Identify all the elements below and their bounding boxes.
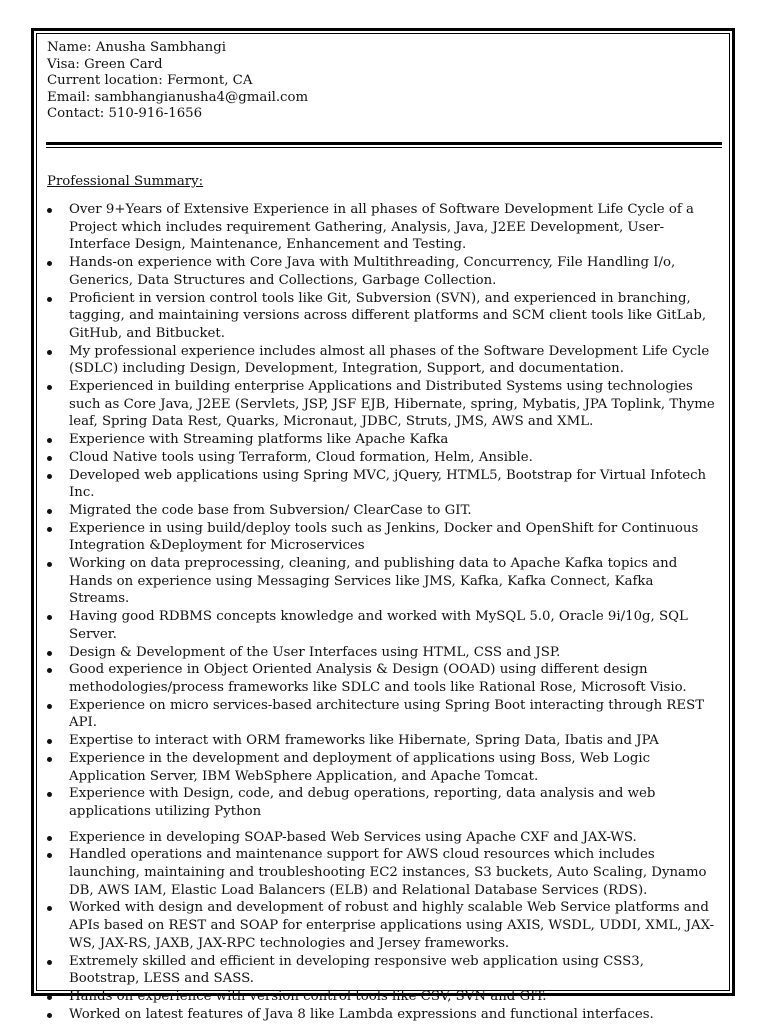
contact-visa: Visa: Green Card [47, 56, 163, 72]
summary-item [47, 661, 717, 696]
summary-item-text: Developed web applications using Spring MVC, jQuery, HTML5, Bootstrap for Virtual Infotech Inc. [69, 467, 707, 501]
bullet-icon [47, 757, 52, 762]
contact-location: Current location: Fermont, CA [47, 73, 253, 88]
summary-item-text: Experience on micro services-based architecture using Spring Boot interacting through REST API. [69, 697, 705, 731]
summary-item [47, 343, 717, 378]
section-heading-professional-summary: Professional Summary: [47, 174, 204, 189]
contact-name: Name: Anusha Sambhangi [47, 40, 226, 55]
header-divider-thin [46, 147, 722, 148]
summary-item [47, 555, 717, 608]
bullet-icon [47, 208, 52, 213]
bullet-icon [47, 906, 52, 911]
summary-item-text: My professional experience includes almost all phases of the Software Development Life Cycle (SDLC) including Design, Development, Integration, Support, and documentation. [69, 343, 710, 377]
bullet-icon [47, 792, 52, 797]
bullet-icon [47, 509, 52, 514]
bullet-icon [47, 960, 52, 965]
bullet-icon [47, 438, 52, 443]
summary-item-text: Experience in using build/deploy tools such as Jenkins, Docker and OpenShift for Continuous Integration &Deployment for Microservices [69, 520, 699, 554]
summary-item-text: Working on data preprocessing, cleaning, and publishing data to Apache Kafka topics and Hands on experience using Messaging Services like JMS, Kafka, Kafka Connect, Kafka Streams. [69, 556, 678, 607]
contact-email: Email: sambhangianusha4@gmail.com [47, 89, 309, 105]
summary-item [47, 431, 717, 449]
contact-phone: Contact: 510-916-1656 [47, 106, 203, 121]
summary-item-text: Migrated the code base from Subversion/ ClearCase to GIT. [69, 502, 472, 518]
summary-item [47, 899, 717, 952]
bullet-icon [47, 704, 52, 709]
bullet-icon [47, 297, 52, 302]
bullet-icon [47, 853, 52, 858]
bullet-icon [47, 350, 52, 355]
bullet-icon [47, 739, 52, 744]
summary-item [47, 520, 717, 555]
bullet-icon [47, 527, 52, 532]
summary-item [47, 846, 717, 899]
summary-item [47, 953, 717, 988]
summary-item-text: Experience with Design, code, and debug operations, reporting, data analysis and web applications utilizing Python [69, 786, 656, 819]
bullet-icon [47, 1013, 52, 1018]
summary-item-text: Hands on experience with version control tools like CSV, SVN and GIT. [69, 988, 547, 1004]
summary-item-text: Experienced in building enterprise Applications and Distributed Systems using technologies such as Core Java, J2EE (Servlets, JSP, JSF EJB, Hibernate, spring, Mybatis, JPA Toplink, Thyme leaf, Spring Data Rest, Quarks, Micronaut, JDBC, Struts, JMS, AWS and XML. [69, 379, 715, 430]
summary-item [47, 988, 717, 1006]
bullet-icon [47, 668, 52, 673]
summary-item [47, 254, 717, 289]
summary-item [47, 378, 717, 431]
summary-item [47, 201, 717, 254]
bullet-icon [47, 261, 52, 266]
summary-item [47, 750, 717, 785]
summary-item-text: Expertise to interact with ORM frameworks like Hibernate, Spring Data, Ibatis and JPA [69, 733, 659, 749]
summary-item [47, 467, 717, 502]
summary-item-text: Having good RDBMS concepts knowledge and worked with MySQL 5.0, Oracle 9i/10g, SQL Server. [69, 609, 688, 642]
bullet-icon [47, 562, 52, 567]
summary-item [47, 290, 717, 343]
summary-item-text: Extremely skilled and efficient in developing responsive web application using CSS3, Bootstrap, LESS and SASS. [69, 953, 644, 987]
summary-item [47, 697, 717, 732]
summary-item [47, 829, 717, 847]
bullet-icon [47, 836, 52, 841]
summary-item [47, 785, 717, 820]
summary-list [47, 201, 717, 1023]
bullet-icon [47, 456, 52, 461]
summary-item [47, 449, 717, 467]
bullet-icon [47, 385, 52, 390]
bullet-icon [47, 651, 52, 656]
summary-item-text: Worked with design and development of robust and highly scalable Web Service platforms and APIs based on REST and SOAP for enterprise applications using AXIS, WSDL, UDDI, XML, JAX-WS, JAX-RS, JAXB, JAX-RPC technologies and Jersey frameworks. [69, 900, 715, 951]
summary-item-text: Cloud Native tools using Terraform, Cloud formation, Helm, Ansible. [69, 449, 533, 465]
summary-item-text: Experience with Streaming platforms like Apache Kafka [69, 432, 449, 448]
summary-item [47, 608, 717, 643]
summary-item-text: Over 9+Years of Extensive Experience in all phases of Software Development Life Cycle of a Project which includes requirement Gathering, Analysis, Java, J2EE Development, User-Interface Design, Maintenance, Enhancement and Testing. [69, 202, 694, 253]
bullet-icon [47, 615, 52, 620]
summary-item-text: Worked on latest features of Java 8 like Lambda expressions and functional interfaces. [69, 1006, 654, 1022]
header-divider-thick [46, 142, 722, 145]
summary-item-text: Good experience in Object Oriented Analysis & Design (OOAD) using different design methodologies/process frameworks like SDLC and tools like Rational Rose, Microsoft Visio. [69, 662, 687, 695]
summary-item-text: Experience in developing SOAP-based Web Services using Apache CXF and JAX-WS. [69, 829, 637, 845]
summary-item [47, 644, 717, 662]
summary-item-text: Experience in the development and deployment of applications using Boss, Web Logic Application Server, IBM WebSphere Application, and Apache Tomcat. [69, 750, 651, 784]
summary-item-text: Handled operations and maintenance support for AWS cloud resources which includes launching, maintaining and troubleshooting EC2 instances, S3 buckets, Auto Scaling, Dynamo DB, AWS IAM, Elastic Load Balancers (ELB) and Relational Database Services (RDS). [69, 847, 707, 898]
summary-item-text: Hands-on experience with Core Java with Multithreading, Concurrency, File Handling I/o, Generics, Data Structures and Collections, Garbage Collection. [69, 255, 676, 288]
summary-item-text: Design & Development of the User Interfaces using HTML, CSS and JSP. [69, 644, 561, 660]
bullet-icon [47, 995, 52, 1000]
contact-block [47, 40, 707, 123]
summary-item [47, 1006, 717, 1024]
summary-item [47, 502, 717, 520]
summary-item [47, 732, 717, 750]
summary-item-text: Proficient in version control tools like Git, Subversion (SVN), and experienced in branching, tagging, and maintaining versions across different platforms and SCM client tools like GitLab, GitHub, and Bitbucket. [69, 290, 707, 341]
bullet-icon [47, 474, 52, 479]
